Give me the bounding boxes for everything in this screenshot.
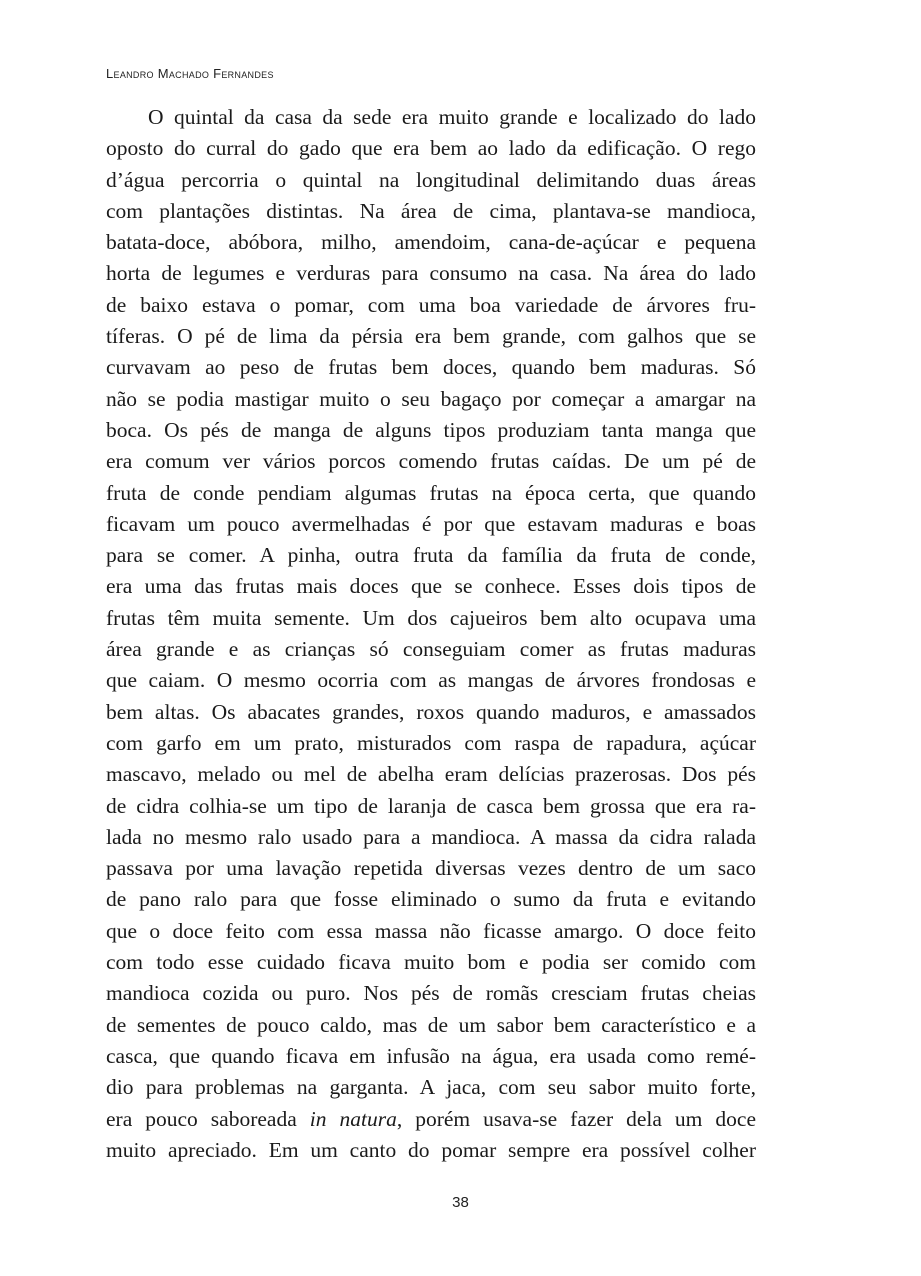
text-line-with-italic [106,1104,756,1135]
line-text-before: era pouco saboreada [106,1106,310,1131]
text-line: mascavo, melado ou mel de abelha eram delícias prazerosas. Dos pés [106,762,756,787]
text-line: d’água percorria o quintal na longitudinal delimitando duas áreas [106,167,756,192]
running-head: Leandro Machado Fernandes [106,66,274,81]
text-line: de pano ralo para que fosse eliminado o sumo da fruta e evitando [106,887,756,912]
text-line: casca, que quando ficava em infusão na água, era usada como remé- [106,1043,756,1068]
page-number: 38 [452,1194,469,1211]
text-line: O quintal da casa da sede era muito grande e localizado do lado [148,105,756,129]
body-paragraph [106,102,756,1166]
text-line: oposto do curral do gado que era bem ao lado da edificação. O rego [106,136,756,161]
text-line: curvavam ao peso de frutas bem doces, quando bem maduras. Só [106,355,756,380]
line-text-after: , porém usava-se fazer dela um doce [396,1106,756,1131]
text-line: de baixo estava o pomar, com uma boa variedade de árvores fru- [106,292,756,317]
text-line: área grande e as crianças só conseguiam comer as frutas maduras [106,637,756,662]
text-line: de sementes de pouco caldo, mas de um sabor bem característico e a [106,1012,756,1037]
text-line: frutas têm muita semente. Um dos cajueiros bem alto ocupava uma [106,605,756,630]
text-line: ficavam um pouco avermelhadas é por que estavam maduras e boas [106,511,756,536]
text-line: não se podia mastigar muito o seu bagaço por começar a amargar na [106,386,756,411]
text-line: com todo esse cuidado ficava muito bom e podia ser comido com [106,950,756,975]
text-line: dio para problemas na garganta. A jaca, com seu sabor muito forte, [106,1075,756,1100]
text-line: era uma das frutas mais doces que se conhece. Esses dois tipos de [106,574,756,599]
italic-term: in natura [309,1106,397,1131]
text-line: mandioca cozida ou puro. Nos pés de romãs cresciam frutas cheias [106,981,756,1006]
text-line: com plantações distintas. Na área de cima, plantava-se mandioca, [106,198,756,223]
text-line: que o doce feito com essa massa não ficasse amargo. O doce feito [106,918,756,943]
text-line: horta de legumes e verduras para consumo na casa. Na área do lado [106,261,756,286]
text-line: tíferas. O pé de lima da pérsia era bem grande, com galhos que se [106,324,756,349]
text-line: de cidra colhia-se um tipo de laranja de casca bem grossa que era ra- [106,793,756,818]
text-line: com garfo em um prato, misturados com raspa de rapadura, açúcar [106,730,756,755]
text-line: para se comer. A pinha, outra fruta da família da fruta de conde, [106,543,756,568]
text-line: era comum ver vários porcos comendo frutas caídas. De um pé de [106,449,756,474]
text-line: que caiam. O mesmo ocorria com as mangas de árvores frondosas e [106,668,756,693]
text-line: batata-doce, abóbora, milho, amendoim, cana-de-açúcar e pequena [106,230,756,255]
text-line: bem altas. Os abacates grandes, roxos quando maduros, e amassados [106,699,756,724]
text-line: passava por uma lavação repetida diversas vezes dentro de um saco [106,856,756,881]
text-line: muito apreciado. Em um canto do pomar sempre era possível colher [106,1137,756,1162]
text-line: fruta de conde pendiam algumas frutas na época certa, que quando [106,480,756,505]
text-line: boca. Os pés de manga de alguns tipos produziam tanta manga que [106,417,756,442]
text-line: lada no mesmo ralo usado para a mandioca. A massa da cidra ralada [106,824,756,849]
